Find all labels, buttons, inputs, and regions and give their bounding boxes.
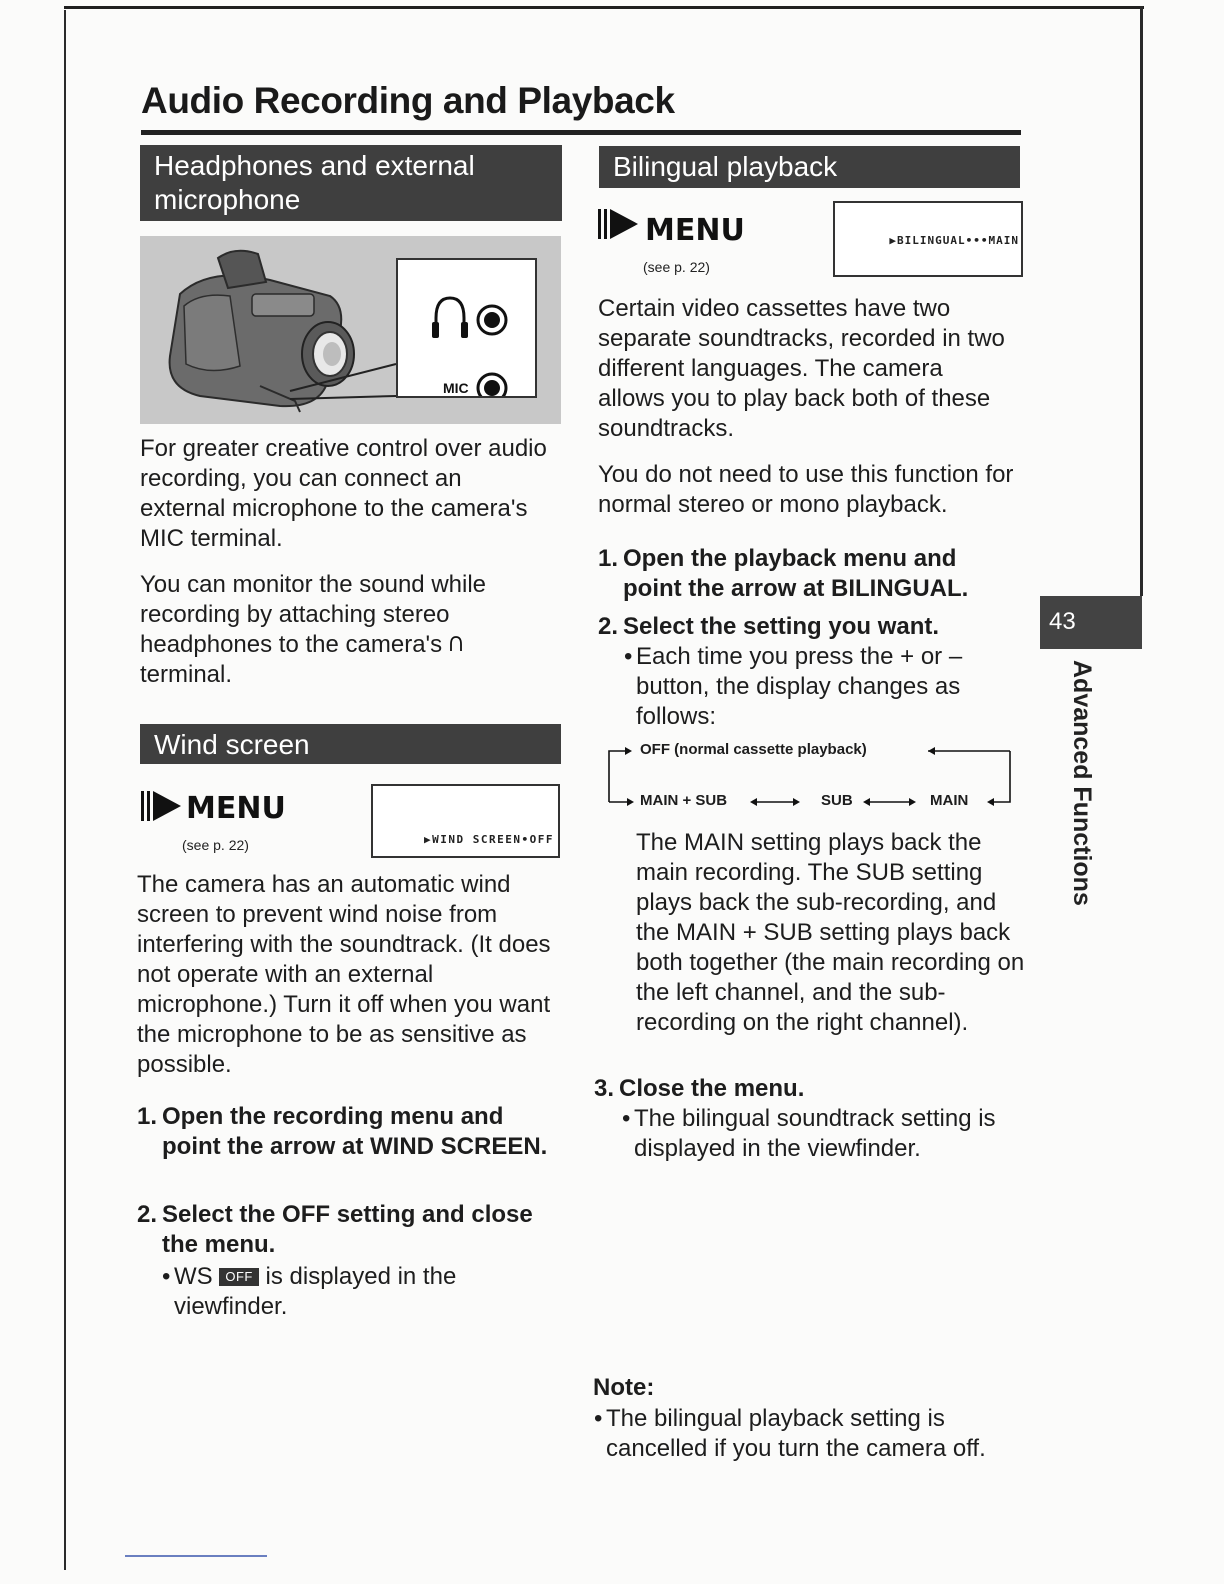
step-number: 2. <box>137 1201 158 1228</box>
flow-sub: SUB <box>821 792 853 809</box>
scan-left-edge <box>64 10 66 1570</box>
bullet-text: The bilingual soundtrack setting is displayed in the viewfinder. <box>634 1105 996 1162</box>
step-text: Open the playback menu and point the arrow at BILINGUAL. <box>623 545 969 602</box>
bullet-text: Each time you press the + or – button, the display changes as follows: <box>636 643 963 730</box>
step-number: 1. <box>598 545 619 572</box>
section-heading-wind-screen: Wind screen <box>140 724 561 764</box>
arrow-left-icon <box>750 798 757 806</box>
flow-off: OFF (normal cassette playback) <box>640 741 867 758</box>
scan-top-edge <box>64 6 1144 9</box>
arrow-right-icon <box>625 747 632 755</box>
title-rule <box>141 130 1021 135</box>
terminal-callout <box>396 258 537 398</box>
ws-off-badge: OFF <box>219 1268 259 1286</box>
bilingual-paragraph-1: Certain video cassettes have two separate soundtracks, recorded in two different languages. The camera allows you to play back both of these soundtracks. <box>598 295 1005 442</box>
headphones-paragraph-2 <box>140 570 560 690</box>
headphones-paragraph-1: For greater creative control over audio recording, you can connect an external microphone to the camera's MIC terminal. <box>140 435 547 552</box>
chapter-title: Advanced Functions <box>1068 660 1096 906</box>
bullet-text-2: viewfinder. <box>174 1293 288 1320</box>
wind-screen-step-2 <box>137 1200 557 1260</box>
flow-main-sub: MAIN + SUB <box>640 792 728 809</box>
arrow-left-icon <box>987 798 994 806</box>
bilingual-cycle-diagram <box>606 734 1020 814</box>
bilingual-step-3-bullet: • The bilingual soundtrack setting is displayed in the viewfinder. <box>622 1104 1017 1164</box>
wind-screen-step-1 <box>137 1102 557 1162</box>
arrow-left-icon <box>928 747 935 755</box>
headphones-line-4: terminal. <box>140 661 233 688</box>
bilingual-menu-text: ▶BILINGUAL•••MAIN <box>889 234 1019 247</box>
mic-label: MIC <box>443 380 469 396</box>
step-number: 3. <box>594 1075 615 1102</box>
page-title: Audio Recording and Playback <box>141 80 675 121</box>
step-text: Select the setting you want. <box>623 613 940 640</box>
section-heading-headphones: Headphones and external microphone <box>140 145 562 221</box>
bilingual-step-2 <box>598 612 1008 642</box>
step-number: 2. <box>598 613 619 640</box>
wind-screen-paragraph: The camera has an automatic wind screen to prevent wind noise from interfering with the soundtrack. (It does not operate with an external microphone.) Turn it off when you want the microphone to be as sensitive as possible. <box>137 871 551 1078</box>
step-text: Select the OFF setting and close the menu. <box>162 1201 533 1258</box>
wind-screen-menu-display <box>371 784 560 858</box>
step-number: 1. <box>137 1103 158 1130</box>
page-number: 43 <box>1049 608 1076 635</box>
wind-screen-menu-text: ▶WIND SCREEN•OFF <box>424 833 554 846</box>
note-bullet: • The bilingual playback setting is cancelled if you turn the camera off. <box>594 1404 994 1464</box>
scan-bottom-mark <box>125 1555 267 1557</box>
section-heading-bilingual: Bilingual playback <box>599 146 1020 188</box>
bilingual-step-2-bullet: • Each time you press the + or – button, the display changes as follows: <box>624 642 1004 732</box>
bullet-text: The bilingual playback setting is cancelled if you turn the camera off. <box>606 1405 986 1462</box>
arrow-right-icon <box>793 798 800 806</box>
wind-screen-menu-label: MENU <box>186 791 286 826</box>
bilingual-menu-display <box>833 201 1023 277</box>
bilingual-see-page: (see p. 22) <box>643 259 710 275</box>
step-text: Open the recording menu and point the arrow at WIND SCREEN. <box>162 1103 548 1160</box>
wind-screen-see-page: (see p. 22) <box>182 837 249 853</box>
bilingual-paragraph-2: You do not need to use this function for normal stereo or mono playback. <box>598 461 1014 518</box>
play-menu-icon <box>141 787 185 827</box>
scan-right-edge <box>1140 6 1143 596</box>
page-number-tab <box>1040 596 1142 649</box>
play-menu-icon <box>598 205 642 245</box>
arrow-right-icon <box>627 798 634 806</box>
headphone-symbol-icon <box>449 635 463 655</box>
arrow-left-icon <box>863 798 870 806</box>
arrow-right-icon <box>909 798 916 806</box>
note-heading: Note: <box>593 1374 655 1401</box>
headphones-line-3: headphones to the camera's <box>140 631 443 658</box>
ws-label: WS <box>174 1263 213 1290</box>
headphone-icon <box>432 298 468 338</box>
headphone-jack-icon <box>478 306 506 334</box>
flow-main: MAIN <box>930 792 969 809</box>
bilingual-menu-label: MENU <box>645 213 745 248</box>
wind-screen-step-2-bullet: • WS OFF is displayed in the viewfinder. <box>162 1263 457 1320</box>
headphones-line-2: recording by attaching stereo <box>140 601 450 628</box>
bilingual-step-1 <box>598 544 1008 604</box>
bilingual-explanation: The MAIN setting plays back the main recording. The SUB setting plays back the sub-recording, and the MAIN + SUB setting plays back both together (the main recording on the left channel, and the sub-recording on the right channel). <box>636 829 1025 1036</box>
bilingual-step-3 <box>594 1074 1004 1104</box>
camcorder-illustration <box>140 236 561 424</box>
headphones-line-1: You can monitor the sound while <box>140 571 487 598</box>
mic-jack-icon <box>478 374 506 396</box>
step-text: Close the menu. <box>619 1075 805 1102</box>
bullet-text: is displayed in the <box>265 1263 457 1290</box>
chapter-side-label <box>1062 660 1102 920</box>
